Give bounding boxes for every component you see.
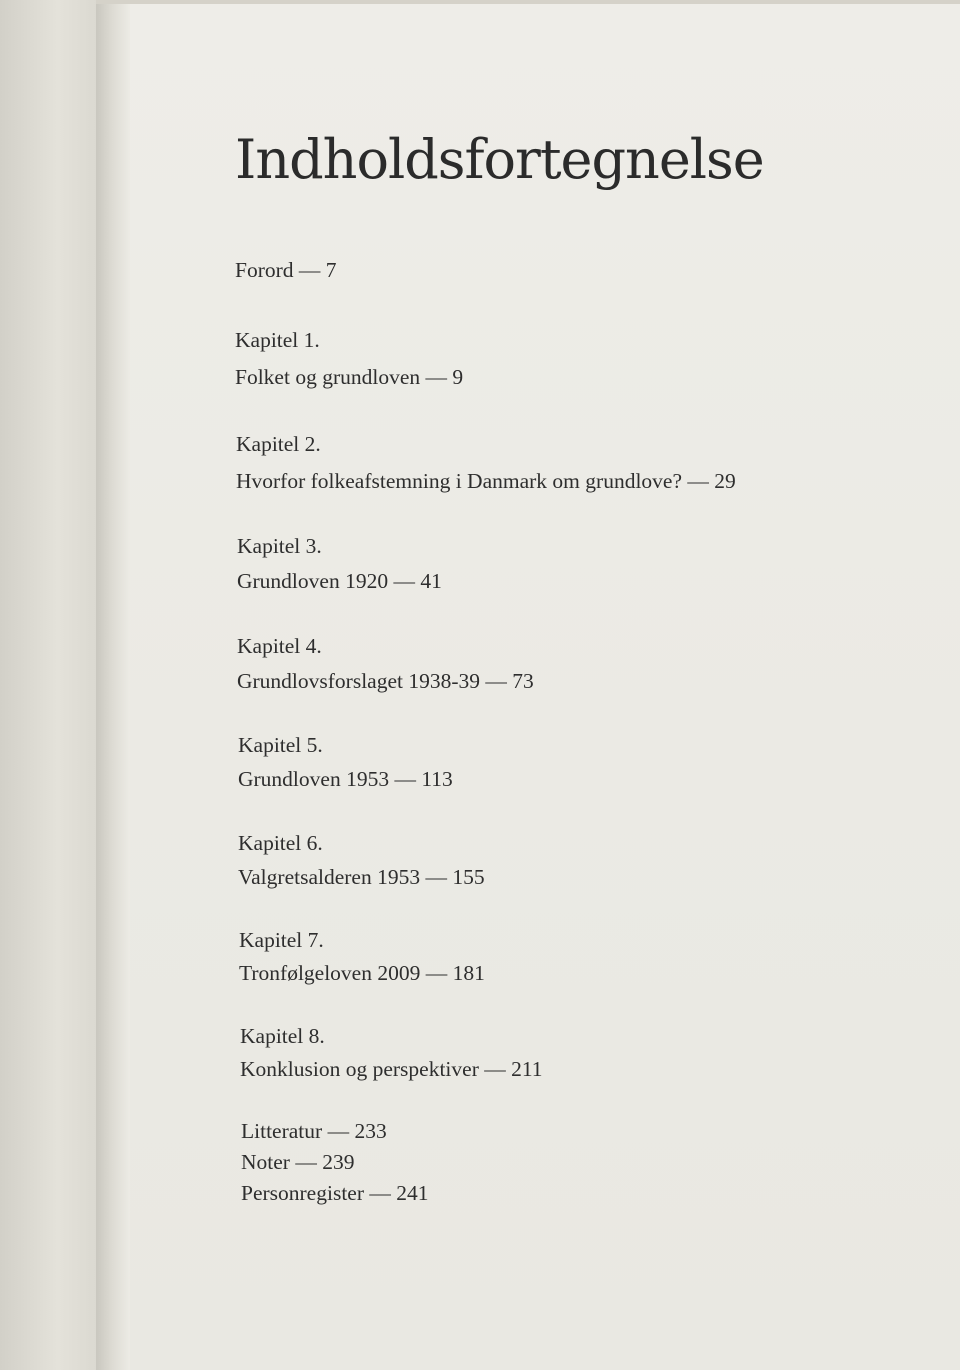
entry-separator: — [425,865,447,889]
entry-separator: — [425,961,448,985]
entry-page-number: 29 [714,469,736,493]
entry-separator: — [687,469,709,493]
entry-separator: — [485,669,507,693]
entry-label: Konklusion og perspektiver [240,1057,479,1081]
entry-separator: — [369,1181,391,1205]
entry-separator: — [425,365,447,389]
chapter-heading: Kapitel 4. [237,634,322,658]
toc-entry-index [241,1181,429,1206]
toc-entry-chapter-7 [239,961,485,986]
entry-label: Hvorfor folkeafstemning i Danmark om grundlove? [236,469,682,493]
entry-separator: — [327,1119,350,1143]
toc-entry-chapter-3 [237,569,442,594]
entry-page-number: 155 [452,865,485,889]
entry-page-number: 7 [325,258,337,282]
chapter-heading: Kapitel 2. [236,432,321,456]
entry-label: Personregister [241,1181,364,1205]
toc-entry-notes [241,1150,354,1175]
chapter-heading: Kapitel 3. [237,534,322,558]
entry-label: Grundloven 1953 [238,767,390,791]
toc-entry-chapter-5 [238,767,453,792]
entry-page-number: 239 [322,1150,355,1174]
chapter-heading: Kapitel 7. [239,928,324,952]
chapter-heading: Kapitel 6. [238,831,323,855]
chapter-heading: Kapitel 1. [235,328,320,352]
toc-entry-chapter-6 [238,865,485,890]
entry-label: Folket og grundloven [235,365,421,389]
chapter-heading: Kapitel 5. [238,733,323,757]
toc-entry-foreword [235,258,337,283]
entry-label: Grundloven 1920 [237,569,389,593]
entry-separator: — [394,767,416,791]
entry-label: Grundlovsforslaget 1938-39 [237,669,481,693]
entry-page-number: 181 [452,961,485,985]
entry-label: Tronfølgeloven 2009 [239,961,421,985]
entry-page-number: 241 [396,1181,429,1205]
entry-separator: — [393,569,415,593]
toc-entry-chapter-2 [236,469,736,494]
chapter-heading: Kapitel 8. [240,1024,325,1048]
entry-page-number: 9 [452,365,464,389]
page-title: Indholdsfortegnelse [235,128,764,191]
entry-label: Valgretsalderen 1953 [238,865,421,889]
entry-label: Forord [235,258,294,282]
entry-page-number: 113 [421,767,453,791]
entry-separator: — [298,258,321,282]
toc-entry-chapter-4 [237,669,534,694]
entry-label: Noter [241,1150,290,1174]
entry-separator: — [295,1150,317,1174]
entry-separator: — [484,1057,506,1081]
toc-entry-chapter-8 [240,1057,543,1082]
toc-entry-chapter-1 [235,365,463,390]
toc-entry-literature [241,1119,387,1144]
entry-page-number: 73 [512,669,534,693]
entry-label: Litteratur [241,1119,323,1143]
entry-page-number: 233 [354,1119,387,1143]
entry-page-number: 211 [511,1057,543,1081]
entry-page-number: 41 [420,569,442,593]
